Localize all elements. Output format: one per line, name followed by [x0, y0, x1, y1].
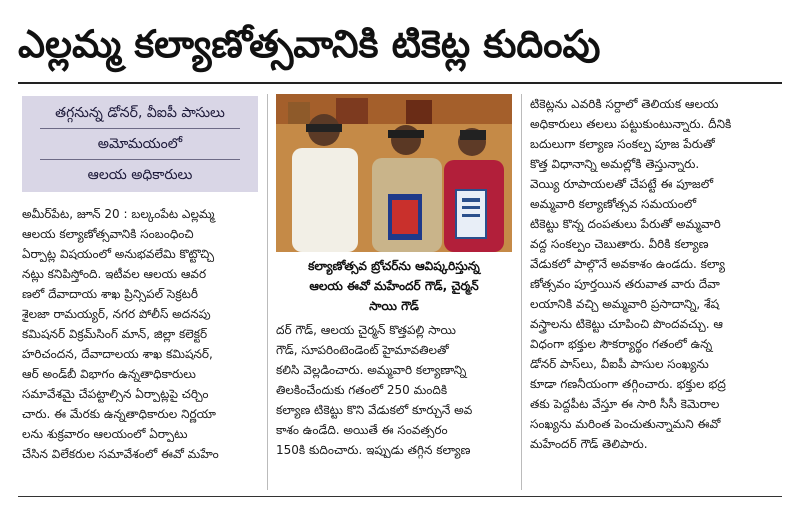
- bottom-rule: [18, 496, 782, 497]
- caption-line: సాయి గౌడ్‌: [369, 299, 419, 313]
- text-line: తకు పెద్దపీట వేస్తూ ఈ సారి సీసీ కెమెరాల: [530, 397, 720, 411]
- photo-caption: [276, 256, 512, 316]
- column-divider: [521, 94, 522, 490]
- text-line: లను శుక్రవారం ఆలయంలో ఏర్పాటు: [22, 427, 188, 441]
- text-line: నట్లు కనిపిస్తోంది. ఇటీవల ఆలయ ఆవర: [22, 267, 207, 281]
- text-line: వస్త్రాలను టికెట్టు చూపించి పొందవచ్చు. ఆ: [530, 317, 723, 331]
- text-line: దర్‌ గౌడ్‌, ఆలయ చైర్మన్‌ కొత్తపల్లి సాయి: [276, 323, 456, 337]
- text-line: ణలో దేవాదాయ శాఖ ప్రిన్సిపల్‌ సెక్రటరీ: [22, 287, 198, 301]
- text-line: లయానికి వచ్చి అమ్మవారి ప్రసాదాన్ని, శేష: [530, 297, 720, 311]
- text-line: టికెట్టు కొన్న దంపతులు పేరుతో అమ్మవారి: [530, 217, 721, 231]
- subhead-line: ఆలయ అధికారులు: [87, 167, 193, 183]
- subhead-box: [22, 96, 258, 192]
- text-line: అధికారులు తలలు పట్టుకుంటున్నారు. దీనికి: [530, 117, 732, 131]
- subhead-line: అమోమయంలో: [97, 136, 183, 152]
- text-line: కలిసి వెల్లడించారు. అమ్మవారి కల్యాణాన్ని: [276, 363, 467, 377]
- column-divider: [267, 94, 268, 490]
- text-line: కమిషనర్‌ విక్రమ్‌సింగ్‌ మాన్‌, జిల్లా కలెక్టర్‌: [22, 327, 208, 341]
- caption-line: ఆలయ ఈవో మహేందర్‌ గౌడ్‌, చైర్మన్‌: [309, 279, 479, 293]
- text-line: కొత్త విధానాన్ని అమల్లోకి తెస్తున్నారు.: [530, 157, 700, 171]
- subhead-divider: [40, 128, 240, 129]
- text-line: టికెట్లను ఎవరికి సర్దాలో తెలియక ఆలయ: [530, 97, 719, 111]
- text-line: కూడా గణనీయంగా తగ్గించారు. భక్తుల భద్ర: [530, 377, 726, 391]
- text-line: డోనర్‌ పాస్‌లు, వీఐపీ పాసుల సంఖ్యను: [530, 357, 709, 371]
- headline-rule: [18, 82, 782, 84]
- text-line: కాశం ఉండేది. అయితే ఈ సంవత్సరం: [276, 423, 448, 437]
- news-photo: [276, 94, 512, 252]
- subhead-divider: [40, 159, 240, 160]
- text-line: బదులుగా కల్యాణ సంకల్ప పూజ పేరుతో: [530, 137, 715, 151]
- text-line: అమీర్‌పేట, జూన్‌ 20 : బల్కంపేట ఎల్లమ్మ: [22, 207, 215, 221]
- text-line: అమ్మవారి కల్యాణోత్సవ సమయంలో: [530, 197, 697, 211]
- text-line: వేడుకలో పాల్గొనే అవకాశం ఉండదు. కల్యా: [530, 257, 725, 271]
- text-line: ఏర్పాట్ల విషయంలో అనుభవలేమి కొట్టొచ్చి: [22, 247, 215, 261]
- text-line: గౌడ్‌, సూపరింటెండెంట్‌ హైమావతిలతో: [276, 343, 449, 357]
- text-line: ఆర్‌ అండ్‌బీ విభాగం ఉన్నతాధికారులు: [22, 367, 196, 381]
- article-column-2: [276, 320, 512, 460]
- article-column-3: [530, 94, 778, 454]
- text-line: వెయ్యి రూపాయలతో చేపట్టే ఈ పూజలో: [530, 177, 714, 191]
- caption-line: కల్యాణోత్సవ బ్రోచర్‌ను ఆవిష్కరిస్తున్న: [308, 259, 480, 273]
- subhead-line: తగ్గనున్న డోనర్‌, వీఐపీ పాసులు: [55, 105, 225, 121]
- text-line: ఆలయ కల్యాణోత్సవానికి సంబంధించి: [22, 227, 194, 241]
- text-line: చేసిన విలేకరుల సమావేశంలో ఈవో మహేం: [22, 447, 219, 461]
- text-line: సమావేశమై చేపట్టాల్సిన ఏర్పాట్లపై చర్చిం: [22, 387, 209, 401]
- text-line: విధంగా భక్తుల సౌకర్యార్థం గతంలో ఉన్న: [530, 337, 713, 351]
- text-line: హరిచందన, దేవాదాలయ శాఖ కమిషనర్‌,: [22, 347, 213, 361]
- text-line: వద్ద సంకల్పం చెబుతారు. వీరికి కల్యాణ: [530, 237, 709, 251]
- text-line: మహేందర్‌ గౌడ్‌ తెలిపారు.: [530, 437, 648, 451]
- text-line: చారు. ఈ మేరకు ఉన్నతాధికారుల నిర్ణయా: [22, 407, 216, 421]
- text-line: 150కి కుదించారు. ఇప్పుడు తగ్గిన కల్యాణ: [276, 443, 471, 457]
- text-line: ణోత్సవం పూర్తయిన తరువాత వారు దేవా: [530, 277, 720, 291]
- article-headline: ఎల్లమ్మ కల్యాణోత్సవానికి టికెట్ల కుదింపు: [18, 22, 601, 66]
- text-line: కల్యాణ టికెట్టు కొని వేడుకలో కూర్చునే అవ: [276, 403, 473, 417]
- text-line: తిలకించేందుకు గతంలో 250 మందికి: [276, 383, 448, 397]
- text-line: సంఖ్యను మరింత పెంచుతున్నామని ఈవో: [530, 417, 721, 431]
- article-column-1: [22, 204, 258, 464]
- text-line: శైలజా రామయ్యర్‌, నగర పోలీస్‌ అదనపు: [22, 307, 211, 321]
